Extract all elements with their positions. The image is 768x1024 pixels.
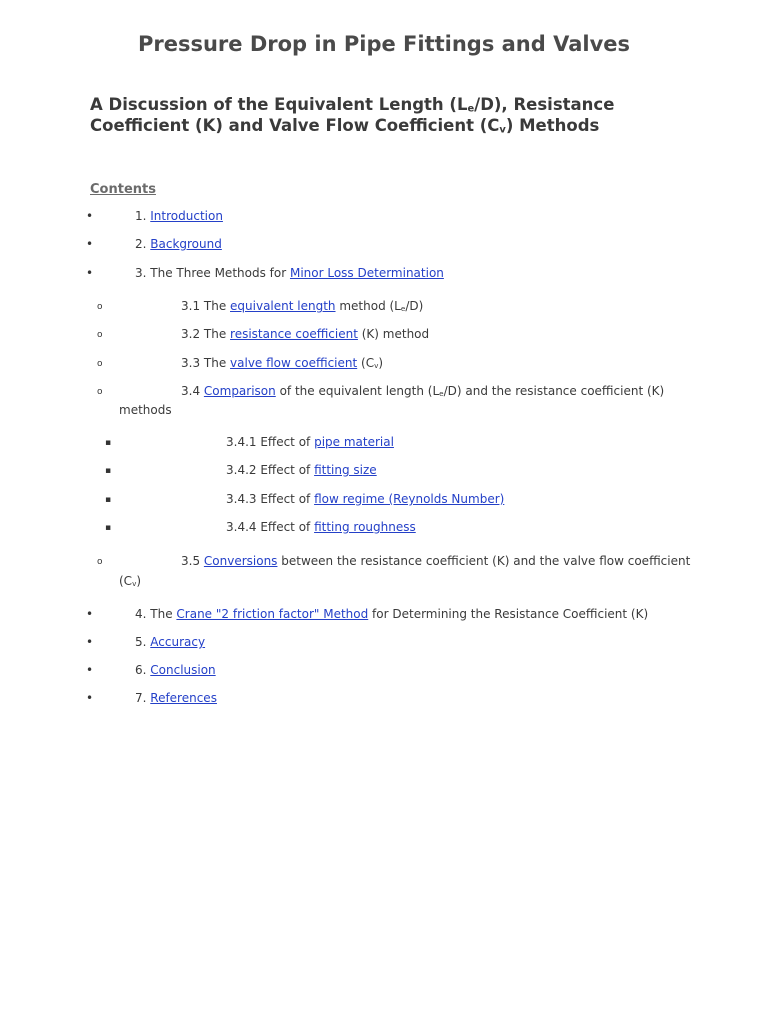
toc-item-equivalent-length — [181, 297, 423, 316]
link-flow-regime[interactable]: flow regime (Reynolds Number) — [314, 492, 505, 506]
subscript: e — [400, 304, 406, 314]
toc-item-number: 7. — [135, 691, 151, 705]
subscript: v — [499, 124, 506, 136]
toc-item-text: /D) — [405, 299, 424, 313]
toc-item-text: 3.5 — [181, 554, 204, 568]
toc-item-background — [135, 235, 222, 254]
subscript: v — [132, 579, 137, 589]
bullet-marker: ▪ — [105, 438, 112, 448]
toc-item-flow-regime — [226, 490, 504, 509]
bullet-marker: o — [97, 387, 103, 397]
toc-item-text: 3.3 The — [181, 356, 231, 370]
link-conclusion[interactable]: Conclusion — [150, 663, 216, 677]
bullet-marker: • — [86, 209, 94, 223]
bullet-marker: • — [86, 691, 94, 705]
toc-item-number: 1. — [135, 209, 151, 223]
link-fitting-roughness[interactable]: fitting roughness — [314, 520, 416, 534]
link-crane-method[interactable]: Crane "2 friction factor" Method — [176, 607, 369, 621]
link-introduction[interactable]: Introduction — [150, 209, 223, 223]
toc-item-comparison-continued: methods — [119, 403, 172, 417]
subtitle-part: A Discussion of the Equivalent Length (L — [90, 95, 468, 114]
link-fitting-size[interactable]: fitting size — [314, 463, 377, 477]
toc-item-resistance-coefficient — [181, 325, 429, 344]
bullet-marker: ▪ — [105, 466, 112, 476]
toc-item-crane-method — [135, 605, 648, 624]
link-accuracy[interactable]: Accuracy — [150, 635, 206, 649]
link-references[interactable]: References — [150, 691, 217, 705]
toc-item-text: (C — [357, 356, 375, 370]
bullet-marker: • — [86, 663, 94, 677]
link-pipe-material[interactable]: pipe material — [314, 435, 394, 449]
subscript: e — [467, 103, 475, 115]
toc-item-number: 5. — [135, 635, 151, 649]
toc-item-text: 3. The Three Methods for — [135, 266, 290, 280]
toc-item-text: 3.2 The — [181, 327, 231, 341]
toc-item-three-methods — [135, 264, 444, 283]
link-minor-loss-determination[interactable]: Minor Loss Determination — [289, 266, 444, 280]
bullet-marker: ▪ — [105, 523, 112, 533]
link-background[interactable]: Background — [150, 237, 222, 251]
toc-item-text: ) — [136, 574, 142, 588]
toc-item-text: 3.4.2 Effect of — [226, 463, 315, 477]
toc-item-fitting-roughness — [226, 518, 416, 537]
link-comparison[interactable]: Comparison — [203, 384, 276, 398]
subscript: v — [374, 361, 379, 371]
subscript: e — [439, 389, 444, 399]
bullet-marker: • — [86, 237, 94, 251]
page-title: Pressure Drop in Pipe Fittings and Valves — [137, 32, 631, 56]
bullet-marker: o — [97, 359, 103, 369]
toc-item-pipe-material — [226, 433, 394, 452]
toc-item-introduction — [135, 207, 223, 226]
toc-item-valve-flow-coefficient — [181, 354, 383, 373]
subtitle-part: /D), Resistance Coefficient (K) and Valve Flow Coefficient (C — [90, 95, 615, 135]
toc-item-text: (K) method — [357, 327, 430, 341]
toc-item-text: 3.4.1 Effect of — [226, 435, 315, 449]
bullet-marker: • — [86, 607, 94, 621]
toc-item-text: 3.4.4 Effect of — [226, 520, 315, 534]
toc-item-fitting-size — [226, 461, 377, 480]
toc-item-text: 4. The — [135, 607, 177, 621]
link-conversions[interactable]: Conversions — [203, 554, 278, 568]
toc-item-text: (C — [119, 574, 133, 588]
bullet-marker: • — [86, 635, 94, 649]
bullet-marker: o — [97, 330, 103, 340]
toc-item-text: 3.4.3 Effect of — [226, 492, 315, 506]
toc-item-conversions-continued — [119, 572, 141, 591]
toc-item-conclusion — [135, 661, 216, 680]
toc-item-text: ) — [378, 356, 384, 370]
toc-item-references — [135, 689, 217, 708]
toc-item-text: between the resistance coefficient (K) and the valve flow coefficient — [277, 554, 691, 568]
bullet-marker: o — [97, 302, 103, 312]
link-valve-flow-coefficient[interactable]: valve flow coefficient — [230, 356, 358, 370]
toc-item-text: 3.4 — [181, 384, 204, 398]
contents-heading: Contents — [90, 182, 156, 197]
toc-item-text: of the equivalent length (L — [275, 384, 440, 398]
toc-item-conversions — [181, 552, 690, 571]
toc-item-text: method (L — [335, 299, 401, 313]
toc-item-number: 6. — [135, 663, 151, 677]
toc-item-number: 2. — [135, 237, 151, 251]
bullet-marker: • — [86, 266, 94, 280]
toc-item-comparison — [181, 382, 664, 401]
link-resistance-coefficient[interactable]: resistance coefficient — [230, 327, 358, 341]
toc-item-text: for Determining the Resistance Coefficient (K) — [368, 607, 649, 621]
document-subtitle — [90, 94, 710, 136]
toc-item-accuracy — [135, 633, 205, 652]
toc-item-text: 3.1 The — [181, 299, 231, 313]
bullet-marker: o — [97, 557, 103, 567]
link-equivalent-length[interactable]: equivalent length — [230, 299, 336, 313]
toc-item-text: /D) and the resistance coefficient (K) — [443, 384, 665, 398]
bullet-marker: ▪ — [105, 495, 112, 505]
subtitle-part: ) Methods — [505, 116, 600, 135]
